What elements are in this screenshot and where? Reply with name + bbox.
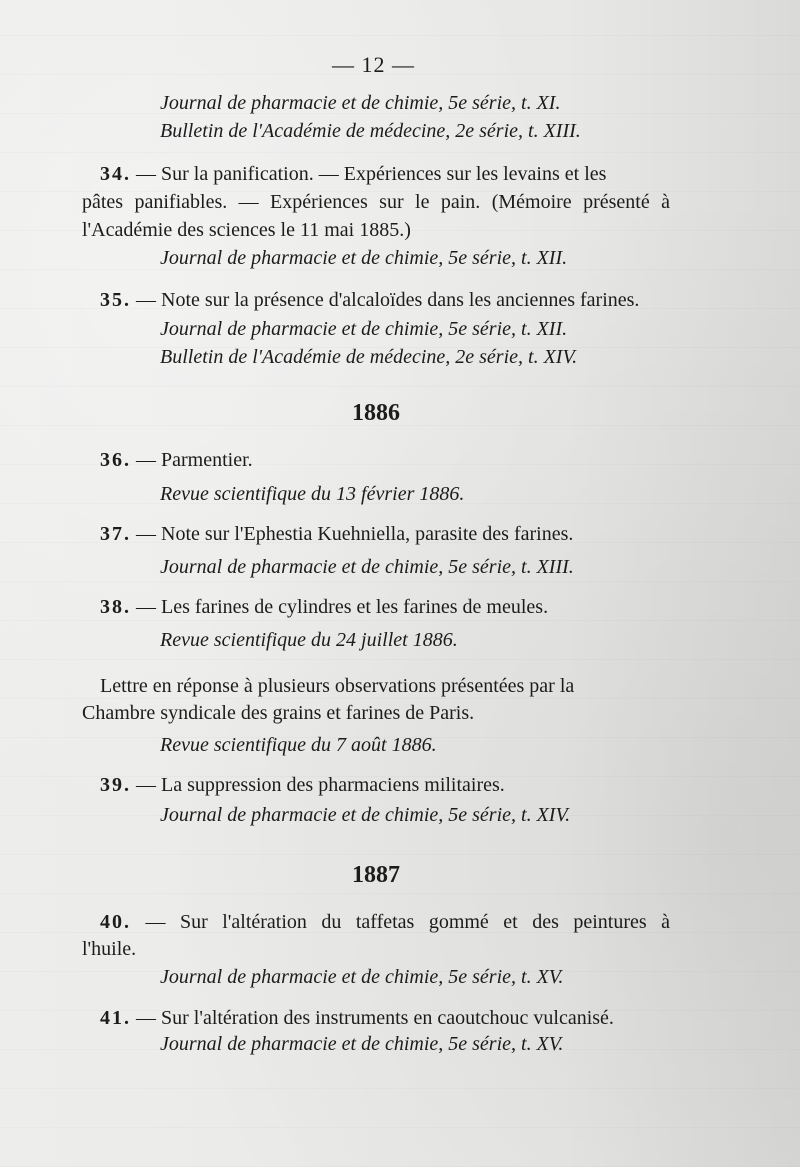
journal-citation: Revue scientifique du 7 août 1886. [160,734,437,756]
entry-38 [100,597,548,617]
year-heading: 1886 [352,400,400,426]
entry-text: — Note sur la présence d'alcaloïdes dans les anciennes farines. [136,289,640,311]
letter-text-continuation: Chambre syndicale des grains et farines de Paris. [82,702,475,724]
entry-34 [100,164,606,184]
entry-text: — Sur la panification. — Expériences sur les levains et les [136,163,607,185]
entry-number: 39. [100,774,131,796]
entry-40 [100,912,670,932]
year-heading: 1887 [352,862,400,888]
journal-citation: Journal de pharmacie et de chimie, 5e série, t. XV. [160,966,564,988]
entry-35 [100,290,639,310]
entry-39 [100,775,505,795]
entry-number: 37. [100,523,131,545]
entry-text: — Sur l'altération du taffetas gommé et des peintures à [145,911,671,933]
journal-citation: Journal de pharmacie et de chimie, 5e série, t. XI. [160,92,561,114]
journal-citation: Journal de pharmacie et de chimie, 5e série, t. XV. [160,1033,564,1055]
entry-number: 35. [100,289,131,311]
letter-text: Lettre en réponse à plusieurs observations présentées par la [100,675,575,697]
journal-citation: Journal de pharmacie et de chimie, 5e série, t. XIV. [160,804,571,826]
journal-citation: Bulletin de l'Académie de médecine, 2e série, t. XIII. [160,120,581,142]
entry-text-continuation: l'huile. [82,938,137,960]
entry-text: — Note sur l'Ephestia Kuehniella, parasite des farines. [136,523,574,545]
journal-citation: Revue scientifique du 24 juillet 1886. [160,629,458,651]
entry-text: — Sur l'altération des instruments en caoutchouc vulcanisé. [136,1007,614,1029]
entry-text: — La suppression des pharmaciens militaires. [136,774,505,796]
journal-citation: Journal de pharmacie et de chimie, 5e série, t. XII. [160,318,568,340]
entry-number: 38. [100,596,131,618]
entry-number: 36. [100,449,131,471]
entry-text: — Parmentier. [136,449,253,471]
document-content [82,52,670,1112]
entry-text-continuation: pâtes panifiables. — Expériences sur le pain. (Mémoire présenté à [82,191,670,213]
entry-number: 34. [100,163,131,185]
entry-number: 41. [100,1007,131,1029]
entry-text: — Les farines de cylindres et les farines de meules. [136,596,549,618]
entry-37 [100,524,573,544]
journal-citation: Revue scientifique du 13 février 1886. [160,483,465,505]
page-number: — 12 — [332,52,415,77]
entry-number: 40. [100,911,131,933]
journal-citation: Journal de pharmacie et de chimie, 5e série, t. XIII. [160,556,574,578]
journal-citation: Journal de pharmacie et de chimie, 5e série, t. XII. [160,247,568,269]
entry-41 [100,1008,614,1028]
journal-citation: Bulletin de l'Académie de médecine, 2e série, t. XIV. [160,346,578,368]
entry-text-continuation: l'Académie des sciences le 11 mai 1885.) [82,219,411,241]
entry-36 [100,450,253,470]
